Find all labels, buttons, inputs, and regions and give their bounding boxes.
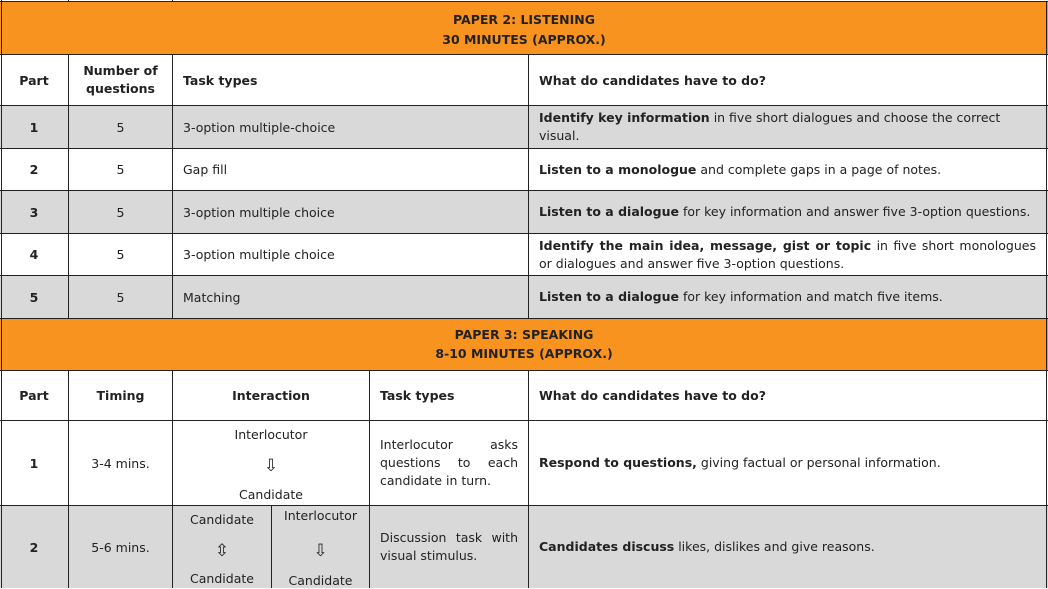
listening-duration: 30 MINUTES (APPROX.) [442, 32, 606, 47]
listening-row-5-what [529, 276, 1046, 318]
speaking-row-1-what-bold: Respond to questions, [539, 455, 697, 470]
listening-row-2-what [529, 149, 1046, 190]
listening-col-task-types: Task types [183, 72, 258, 88]
speaking-row-1-timing: 3-4 mins. [91, 455, 150, 471]
speaking-row-2-what-rest: likes, dislikes and give reasons. [674, 539, 875, 554]
arrow-down-icon: ⇩ [263, 456, 279, 476]
listening-row-2-task: Gap fill [183, 162, 228, 177]
speaking-row-2-left-top: Candidate [190, 512, 254, 527]
listening-row-5-questions: 5 [116, 289, 125, 305]
speaking-col-timing: Timing [96, 388, 145, 403]
listening-row-3-what-bold: Listen to a dialogue [539, 204, 679, 219]
listening-row-4-what-bold: Identify the main idea, message, gist or topic [539, 237, 872, 253]
speaking-row-2-timing: 5-6 mins. [91, 539, 150, 555]
listening-row-2-part: 2 [29, 162, 39, 177]
listening-col-part: Part [19, 72, 49, 88]
speaking-row-1-task-cell [370, 421, 528, 505]
speaking-row-1-interlocutor: Interlocutor [234, 427, 308, 442]
listening-row-2-what-rest: and complete gaps in a page of notes. [696, 161, 942, 177]
speaking-row-2-what-bold: Candidates discuss [539, 539, 675, 554]
speaking-row-1-candidate: Candidate [239, 487, 303, 502]
speaking-row-2-right-bottom: Candidate [288, 573, 353, 588]
speaking-col-interaction: Interaction [232, 388, 310, 403]
speaking-row-2-what [529, 506, 1046, 588]
listening-row-5-task: Matching [183, 289, 241, 305]
speaking-col-part: Part [19, 388, 49, 403]
listening-row-1-what-bold: Identify key information [539, 110, 710, 125]
speaking-row-2-part: 2 [29, 539, 39, 555]
listening-row-1-what-rest: in five short dialogues and choose the correct visual. [539, 110, 1001, 143]
listening-title: PAPER 2: LISTENING [453, 12, 595, 27]
speaking-row-1-part: 1 [29, 455, 39, 471]
listening-row-4-questions: 5 [116, 247, 125, 262]
speaking-row-1-what [529, 421, 1046, 505]
listening-row-4-what [529, 234, 1046, 275]
speaking-row-2-left-bottom: Candidate [190, 571, 254, 586]
listening-row-4-task: 3-option multiple choice [183, 247, 335, 262]
speaking-title: PAPER 3: SPEAKING [454, 327, 594, 342]
listening-row-3-what-rest: for key information and answer five 3-option questions. [678, 204, 1031, 219]
listening-row-2-what-bold: Listen to a monologue [539, 161, 697, 177]
listening-row-3-questions: 5 [116, 204, 125, 220]
arrow-down-icon: ⇩ [313, 541, 328, 561]
listening-row-5-what-rest: for key information and match five items. [678, 289, 943, 304]
speaking-col-what: What do candidates have to do? [539, 388, 766, 403]
speaking-row-2-task-cell [370, 506, 528, 588]
listening-row-1-questions: 5 [116, 119, 125, 135]
listening-row-5-what-bold: Listen to a dialogue [539, 289, 679, 304]
listening-row-3-what [529, 191, 1046, 233]
listening-row-5-part: 5 [29, 289, 39, 305]
speaking-row-2-task: Discussion task with visual stimulus. [380, 530, 518, 563]
speaking-duration: 8-10 MINUTES (APPROX.) [435, 346, 613, 361]
speaking-col-task-types: Task types [380, 388, 455, 403]
listening-col-questions: Number of questions [83, 63, 158, 96]
listening-row-3-part: 3 [29, 204, 39, 220]
arrow-updown-icon: ⇳ [214, 541, 230, 561]
speaking-row-1-what-rest: giving factual or personal information. [696, 455, 941, 470]
speaking-row-2-right-top: Interlocutor [284, 508, 357, 523]
listening-row-2-questions: 5 [116, 162, 125, 177]
speaking-row-1-task: Interlocutor asks questions to each candidate in turn. [380, 437, 518, 488]
listening-row-4-part: 4 [29, 247, 39, 262]
listening-row-1-part: 1 [29, 119, 39, 135]
listening-row-1-task: 3-option multiple-choice [183, 119, 336, 135]
listening-row-4-what-rest: in five short monologues or dialogues and answer five 3-option questions. [539, 237, 1036, 271]
listening-row-3-task: 3-option multiple choice [183, 204, 335, 220]
listening-col-what: What do candidates have to do? [539, 72, 766, 88]
listening-row-1-what [529, 106, 1046, 148]
